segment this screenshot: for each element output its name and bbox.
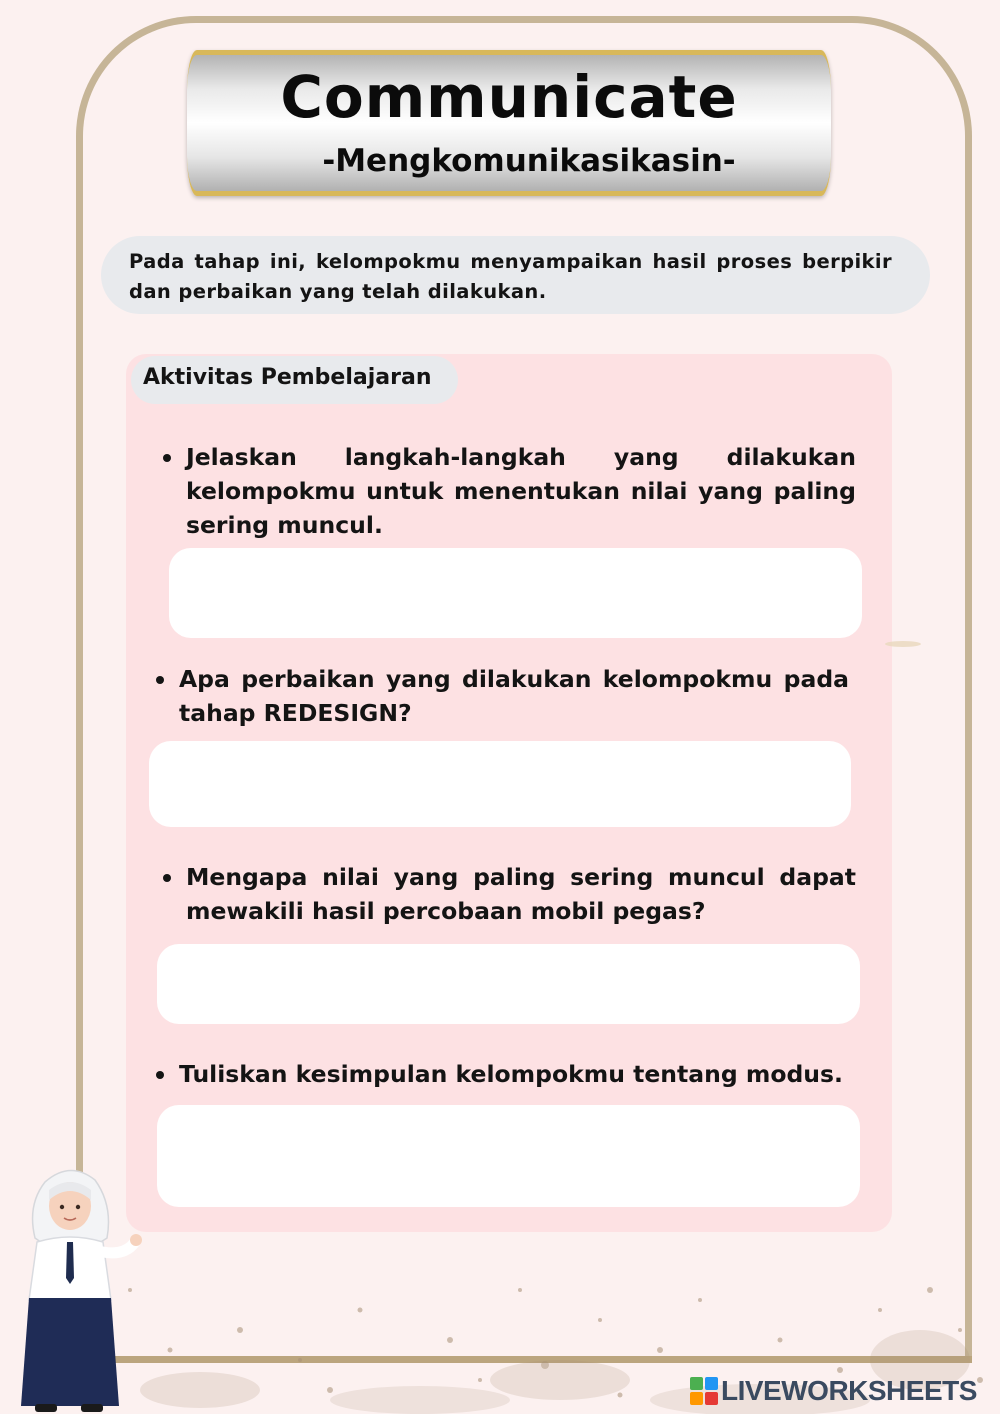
student-illustration-icon [15, 1160, 145, 1414]
question-1: Jelaskan langkah-langkah yang dilakukan kelompokmu untuk menentukan nilai yang paling sering muncul. [186, 440, 856, 542]
question-4: Tuliskan kesimpulan kelompokmu tentang modus. [179, 1057, 849, 1091]
question-3: Mengapa nilai yang paling sering muncul dapat mewakili hasil percobaan mobil pegas? [186, 860, 856, 928]
activity-label: Aktivitas Pembelajaran [131, 356, 458, 404]
liveworksheets-logo-icon [690, 1377, 718, 1405]
answer-field-2[interactable] [149, 741, 851, 827]
answer-field-3[interactable] [157, 944, 860, 1024]
intro-text: Pada tahap ini, kelompokmu menyampaikan hasil proses berpikir dan perbaikan yang telah dilakukan. [101, 236, 930, 314]
title-banner [187, 50, 831, 196]
page-subtitle: -Mengkomunikasikasin- [322, 143, 736, 179]
logo-text: LIVEWORKSHEETS [721, 1375, 977, 1406]
question-2: Apa perbaikan yang dilakukan kelompokmu pada tahap REDESIGN? [179, 662, 849, 730]
page-title: Communicate [280, 63, 738, 131]
sparkle-decoration [883, 638, 923, 650]
answer-field-4[interactable] [157, 1105, 860, 1207]
liveworksheets-logo [690, 1374, 988, 1408]
answer-field-1[interactable] [169, 548, 862, 638]
